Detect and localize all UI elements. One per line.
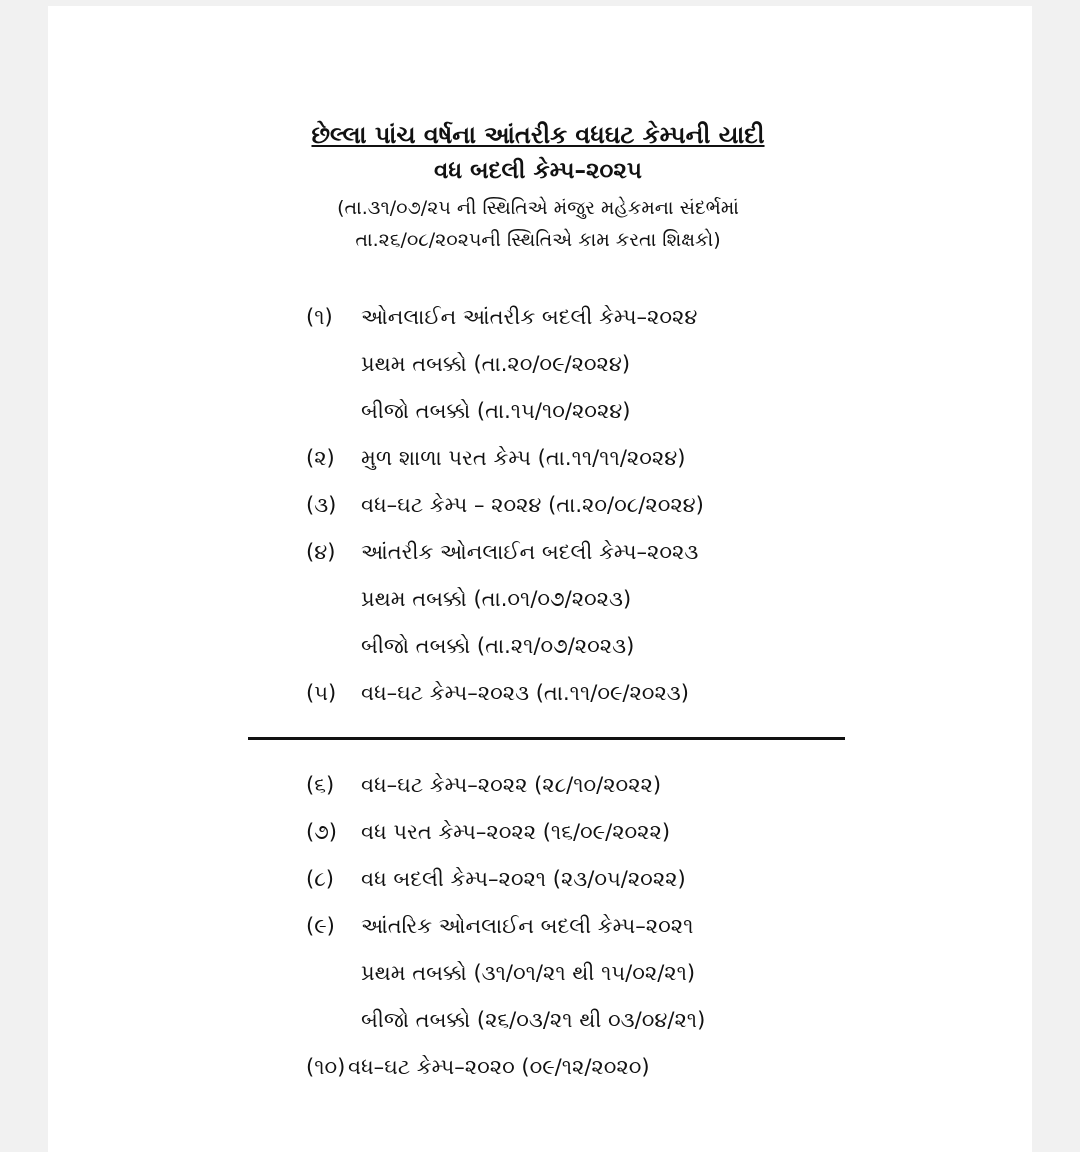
list-item	[48, 347, 1032, 394]
item-number: (૧૦)	[306, 1055, 346, 1079]
list-item	[48, 909, 1032, 956]
item-text: બીજો તબક્કો (તા.૨૧/૦૭/૨૦૨૩)	[361, 634, 635, 658]
list-item	[48, 815, 1032, 862]
item-text: મુળ શાળા પરત કેમ્પ (તા.૧૧/૧૧/૨૦૨૪)	[361, 446, 686, 470]
list-item	[48, 394, 1032, 441]
item-text: વધ–ઘટ કેમ્પ–૨૦૨૨ (૨૮/૧૦/૨૦૨૨)	[361, 773, 662, 797]
item-number: (૩)	[306, 493, 337, 517]
list-item	[48, 1050, 1032, 1097]
list-item	[48, 488, 1032, 535]
list-item	[48, 629, 1032, 676]
item-number: (૧)	[306, 305, 333, 329]
item-number: (૨)	[306, 446, 335, 470]
item-text: ઓનલાઈન આંતરીક બદલી કેમ્પ–૨૦૨૪	[361, 305, 698, 329]
list-item	[48, 300, 1032, 347]
section-divider	[248, 737, 845, 740]
item-text: પ્રથમ તબક્કો (૩૧/૦૧/૨૧ થી ૧૫/૦૨/૨૧)	[361, 961, 696, 985]
item-text: વધ બદલી કેમ્પ–૨૦૨૧ (૨૩/૦૫/૨૦૨૨)	[361, 867, 686, 891]
list-item	[48, 1003, 1032, 1050]
item-text: વધ–ઘટ કેમ્પ–૨૦૨૩ (તા.૧૧/૦૯/૨૦૨૩)	[361, 681, 689, 705]
camp-list-older	[48, 768, 1032, 1097]
note-line-1: (તા.૩૧/૦૭/૨૫ ની સ્થિતિએ મંજુર મહેકમના સંદર્ભમાં	[337, 197, 739, 219]
item-number: (૪)	[306, 540, 336, 564]
list-item	[48, 582, 1032, 629]
camp-list-recent	[48, 300, 1032, 723]
list-item	[48, 676, 1032, 723]
item-text: આંતરીક ઓનલાઈન બદલી કેમ્પ–૨૦૨૩	[361, 540, 699, 564]
list-item	[48, 441, 1032, 488]
list-item	[48, 535, 1032, 582]
item-number: (૭)	[306, 820, 337, 844]
item-number: (૯)	[306, 914, 335, 938]
item-text: બીજો તબક્કો (તા.૧૫/૧૦/૨૦૨૪)	[361, 399, 631, 423]
document-subtitle: વધ બદલી કેમ્પ–૨૦૨૫	[434, 158, 642, 184]
note-line-2: તા.૨૬/૦૮/૨૦૨૫ની સ્થિતિએ કામ કરતા શિક્ષકો)	[355, 229, 721, 251]
item-text: બીજો તબક્કો (૨૬/૦૩/૨૧ થી ૦૩/૦૪/૨૧)	[361, 1008, 706, 1032]
item-number: (૮)	[306, 867, 334, 891]
item-number: (૬)	[306, 773, 335, 797]
item-text: વધ પરત કેમ્પ–૨૦૨૨ (૧૬/૦૯/૨૦૨૨)	[361, 820, 671, 844]
document-title: છેલ્લા પાંચ વર્ષના આંતરીક વધઘટ કેમ્પની યાદી	[311, 121, 765, 149]
item-text: વધ–ઘટ કેમ્પ – ૨૦૨૪ (તા.૨૦/૦૮/૨૦૨૪)	[361, 493, 704, 517]
item-text: પ્રથમ તબક્કો (તા.૦૧/૦૭/૨૦૨૩)	[361, 587, 632, 611]
document-page	[48, 6, 1032, 1152]
item-text: વધ–ઘટ કેમ્પ–૨૦૨૦ (૦૯/૧૨/૨૦૨૦)	[348, 1055, 650, 1079]
list-item	[48, 862, 1032, 909]
list-item	[48, 956, 1032, 1003]
list-item	[48, 768, 1032, 815]
item-number: (૫)	[306, 681, 337, 705]
item-text: પ્રથમ તબક્કો (તા.૨૦/૦૯/૨૦૨૪)	[361, 352, 631, 376]
item-text: આંતરિક ઓનલાઈન બદલી કેમ્પ–૨૦૨૧	[361, 914, 694, 938]
